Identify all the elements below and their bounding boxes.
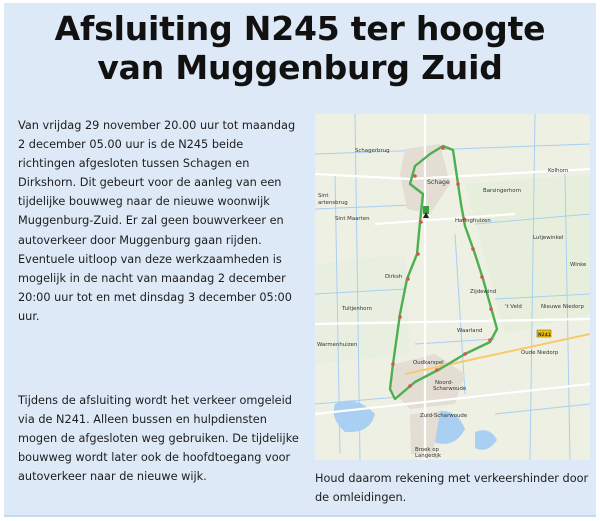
map-label-oude-niedorp: Oude Niedorp	[521, 350, 559, 356]
page-title	[4, 9, 596, 87]
map-label-tuitjenhorn: Tuitjenhorn	[342, 306, 372, 312]
map-label-noord-scharwoude: Noord-Scharwoude	[433, 380, 467, 392]
title-line-2: van Muggenburg Zuid	[97, 48, 503, 87]
notice-panel	[4, 3, 596, 517]
map-label-nieuwe-niedorp: Nieuwe Niedorp	[541, 304, 584, 310]
map-label-kolhorn: Kolhorn	[548, 168, 569, 174]
map-label-winkel: Winke	[570, 262, 587, 268]
title-line-1: Afsluiting N245 ter hoogte	[54, 9, 546, 48]
map-label-broek-op-langedijk: Broek op Langedijk	[415, 447, 442, 459]
map-label-barsingerhorn: Barsingerhorn	[483, 188, 522, 194]
map-label-zijdewind: Zijdewind	[470, 289, 497, 295]
map-label-warmenhuizen: Warmenhuizen	[317, 342, 358, 348]
map-label-waarland: Waarland	[457, 328, 483, 334]
map-label-zuid-scharwoude: Zuid-Scharwoude	[420, 413, 468, 419]
map-label-schagen: Schage	[427, 179, 450, 186]
map-label-dirkshorn: Dirksh	[385, 274, 403, 280]
map-label-oudkarspel: Oudkarspel	[413, 360, 444, 366]
paragraph-closure-details: Van vrijdag 29 november 20.00 uur tot maandag 2 december 05.00 uur is de N245 beide richtingen afgesloten tussen Schagen en Dirkshorn. Dit gebeurt voor de aanleg van een tijdelijke bouwweg naar de nieuwe woonwijk Muggenburg-Zuid. Er zal geen bouwverkeer en autoverkeer door Muggenburg gaan rijden. Eventuele uitloop van deze werkzaamheden is mogelijk in de nacht van maandag 2 december 20:00 uur tot en met dinsdag 3 december 05:00 uur.	[18, 119, 296, 323]
map-label-lutjewinkel: Lutjewinkel	[533, 235, 564, 241]
map-label-n241: N241	[538, 333, 551, 338]
map-label-schagerbrug: Schagerbrug	[355, 148, 390, 154]
map-label-sint-maarten: Sint Maarten	[335, 216, 370, 222]
map-label-haringhuizen: Haringhuizen	[455, 218, 491, 224]
map-label-t-veld: 't Veld	[505, 304, 522, 310]
map-caption: Houd daarom rekening met verkeershinder door de omleidingen.	[315, 472, 589, 504]
detour-map	[315, 114, 590, 460]
paragraph-detour: Tijdens de afsluiting wordt het verkeer omgeleid via de N241. Alleen bussen en hulpdiensten mogen de afgesloten weg gebruiken. De tijdelijke bouwweg wordt later ook de hoofdtoegang voor autoverkeer naar de nieuwe wijk.	[18, 394, 299, 484]
map-label-sint-maartensbrug: Sint artensbrug	[318, 193, 348, 206]
